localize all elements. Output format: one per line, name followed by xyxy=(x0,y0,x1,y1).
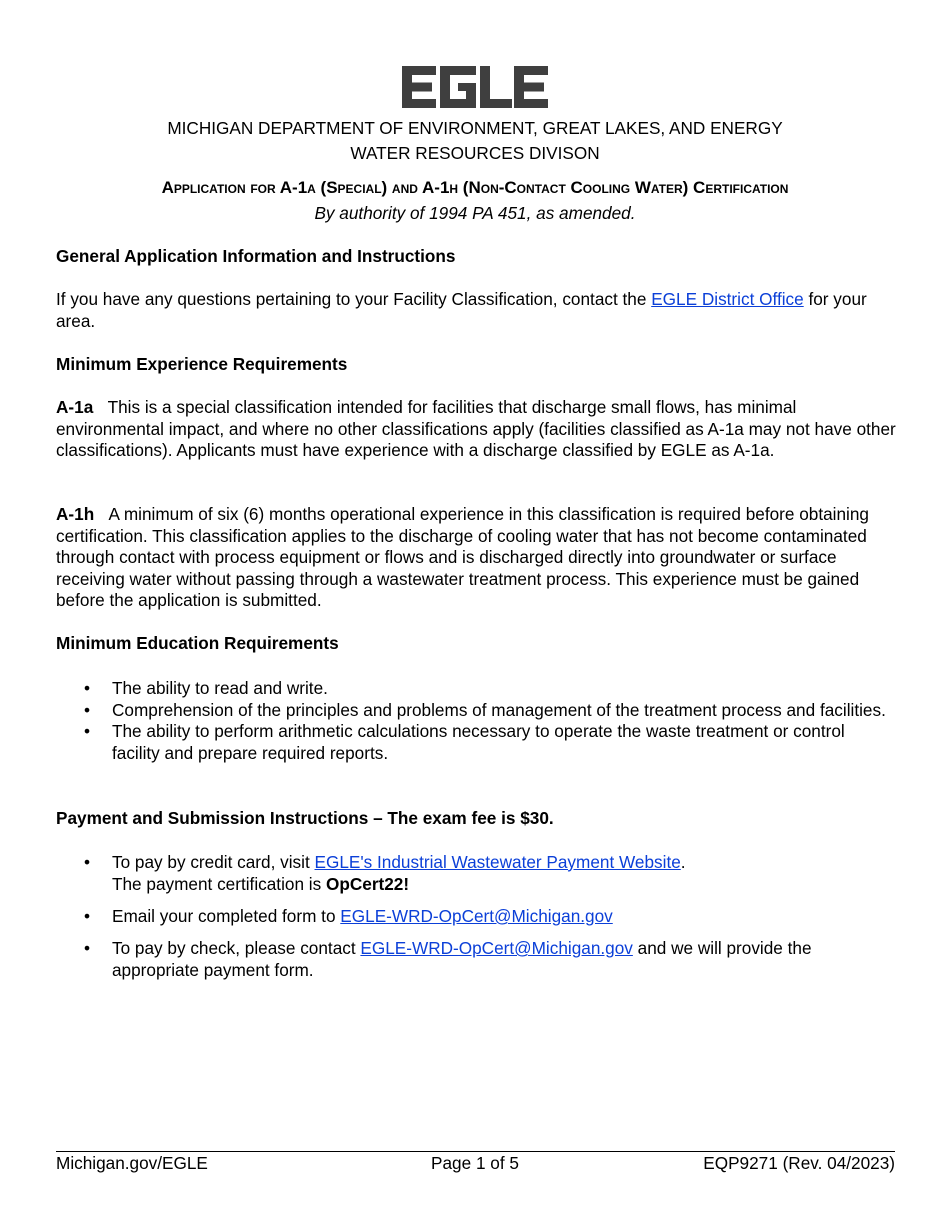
email-link-check[interactable]: EGLE-WRD-OpCert@Michigan.gov xyxy=(360,938,633,958)
a1h-label: A-1h xyxy=(56,504,95,524)
form-title: Application for A-1a (Special) and A-1h (Non-Contact Cooling Water) Certification xyxy=(161,178,789,197)
payment-website-link[interactable]: EGLE's Industrial Wastewater Payment Website xyxy=(314,852,681,872)
payment-list-2 xyxy=(56,906,896,928)
list-item: • Comprehension of the principles and problems of management of the treatment process and facilities. xyxy=(56,700,896,722)
list-item: • To pay by check, please contact EGLE-WRD-OpCert@Michigan.gov and we will provide the appropriate payment form. xyxy=(56,938,896,981)
a1h-paragraph: A-1h A minimum of six (6) months operational experience in this classification is required before obtaining certification. This classification applies to the discharge of cooling water that has not become contaminated through contact with process equipment or flows and is discharged directly into groundwater or surface receiving water without passing through a wastewater treatment process. This experience must be gained before the application is submitted. xyxy=(56,504,869,610)
a1a-label: A-1a xyxy=(56,397,94,417)
authority-line: By authority of 1994 PA 451, as amended. xyxy=(314,203,636,223)
department-name: MICHIGAN DEPARTMENT OF ENVIRONMENT, GREAT LAKES, AND ENERGY xyxy=(167,118,783,138)
division-name: WATER RESOURCES DIVISON xyxy=(350,143,600,163)
payment-list xyxy=(56,852,896,895)
egle-logo-letters xyxy=(402,66,548,108)
payment-code: OpCert22! xyxy=(325,873,410,894)
education-list xyxy=(56,678,896,764)
payment-list-3 xyxy=(56,938,896,981)
list-item: • Email your completed form to EGLE-WRD-OpCert@Michigan.gov xyxy=(56,906,896,928)
district-office-link[interactable]: EGLE District Office xyxy=(651,289,804,309)
list-item: • The ability to read and write. xyxy=(56,678,896,700)
email-link[interactable]: EGLE-WRD-OpCert@Michigan.gov xyxy=(340,906,613,926)
experience-heading: Minimum Experience Requirements xyxy=(56,354,348,374)
footer-page-number: Page 1 of 5 xyxy=(431,1153,519,1173)
list-item: • To pay by credit card, visit EGLE's Industrial Wastewater Payment Website. The payment certification is OpCert22! xyxy=(56,852,896,895)
egle-logo xyxy=(402,66,548,108)
footer-form-id: EQP9271 (Rev. 04/2023) xyxy=(703,1153,895,1173)
a1a-paragraph: A-1a This is a special classification intended for facilities that discharge small flows, has minimal environmental impact, and where no other classifications apply (facilities classified as A-1a may not have other classifications). Applicants must have experience with a discharge classified by EGLE as A-1a. xyxy=(56,397,896,460)
footer-divider xyxy=(56,1151,895,1152)
general-paragraph: If you have any questions pertaining to your Facility Classification, contact the EGLE District Office for your area. xyxy=(56,289,867,331)
payment-heading: Payment and Submission Instructions – The exam fee is $30. xyxy=(56,808,554,828)
list-item: • The ability to perform arithmetic calculations necessary to operate the waste treatment or control facility and prepare required reports. xyxy=(56,721,896,764)
education-heading: Minimum Education Requirements xyxy=(56,633,339,653)
general-heading: General Application Information and Instructions xyxy=(56,246,456,266)
footer-website: Michigan.gov/EGLE xyxy=(56,1153,208,1173)
